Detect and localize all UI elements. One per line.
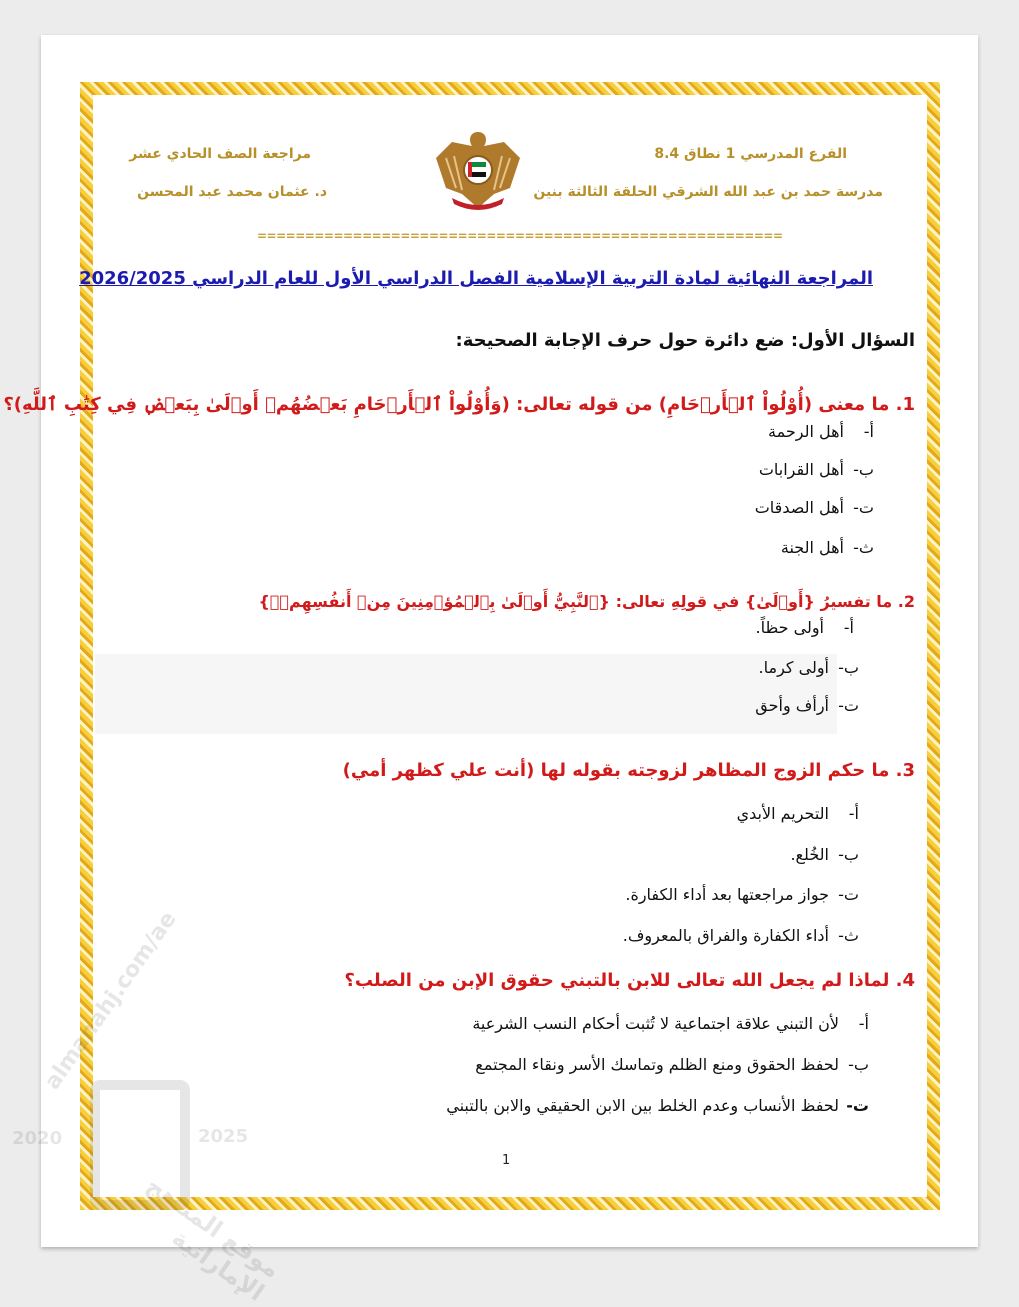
- option[interactable]: [768, 422, 874, 441]
- option-text: لأن التبني علاقة اجتماعية لا تُثبت أحكام النسب الشرعية: [472, 1014, 839, 1033]
- page-number: 1: [502, 1153, 511, 1168]
- option-letter: ت-: [838, 885, 859, 904]
- option-letter: ت-: [846, 1096, 869, 1115]
- watermark-year-left: 2020: [12, 1128, 63, 1149]
- option-text: أولى حظاً.: [755, 618, 824, 637]
- section-heading: السؤال الأول: ضع دائرة حول حرف الإجابة الصحيحة:: [455, 330, 915, 351]
- option-letter: أ-: [843, 618, 854, 637]
- option[interactable]: [759, 658, 859, 677]
- option-text: لحفظ الأنساب وعدم الخلط بين الابن الحقيقي والابن بالتبني: [446, 1096, 839, 1115]
- option-letter: ب-: [838, 845, 859, 864]
- option[interactable]: [737, 804, 859, 823]
- question-4: 4. لماذا لم يجعل الله تعالى للابن بالتبني حقوق الإبن من الصلب؟: [344, 970, 915, 991]
- option[interactable]: [475, 1055, 869, 1074]
- school-branch: الفرع المدرسي 1 نطاق 8.4: [654, 146, 847, 162]
- option[interactable]: [756, 618, 854, 637]
- option-text: أرأف وأحق: [755, 696, 829, 715]
- option-text: التحريم الأبدي: [736, 804, 829, 823]
- page-title: المراجعة النهائية لمادة التربية الإسلامية الفصل الدراسي الأول للعام الدراسي 2026/2025: [79, 268, 873, 289]
- option-letter: ب-: [838, 658, 859, 677]
- highlight-band: [95, 654, 837, 734]
- option-text: جواز مراجعتها بعد أداء الكفارة.: [625, 885, 829, 904]
- watermark-site: almanahj.com/ae: [40, 907, 182, 1095]
- question-2: 2. ما تفسيرُ {أَوۡلَىٰ} في قولِهِ تعالى: {ٱلنَّبِيُّ أَوۡلَىٰ بِٱلۡمُؤۡمِنِينَ مِنۡ أَنفُسِهِمۡۖ}: [258, 592, 915, 611]
- watermark-year-right: 2025: [198, 1126, 249, 1147]
- option-letter: ث-: [853, 538, 874, 557]
- option[interactable]: [625, 885, 859, 904]
- option[interactable]: [472, 1014, 869, 1033]
- option-text: الخُلع.: [790, 845, 829, 864]
- option-text: أهل القرابات: [758, 460, 844, 479]
- question-1: 1. ما معنى (أُوْلُواْ ٱلۡأَرۡحَامِ) من قوله تعالى: (وَأُوْلُواْ ٱلۡأَرۡحَامِ بَعۡضُهُمۡ أَوۡلَىٰ بِبَعۡضٖ فِي كِتَٰبِ ٱللَّهِ)؟: [3, 394, 915, 415]
- option[interactable]: [759, 460, 874, 479]
- option-letter: أ-: [848, 804, 859, 823]
- option-text: أهل الرحمة: [768, 422, 844, 441]
- question-3: 3. ما حكم الزوج المظاهر لزوجته بقوله لها (أنت علي كظهر أمي): [342, 760, 915, 781]
- option-letter: ث-: [838, 926, 859, 945]
- option-text: أهل الصدقات: [754, 498, 844, 517]
- option-letter: أ-: [858, 1014, 869, 1033]
- option[interactable]: [755, 498, 874, 517]
- option[interactable]: [790, 845, 859, 864]
- option[interactable]: [446, 1096, 869, 1115]
- option-letter: ت-: [838, 696, 859, 715]
- option[interactable]: [623, 926, 859, 945]
- school-name: مدرسة حمد بن عبد الله الشرقي الحلقة الثالثة بنين: [533, 184, 883, 200]
- option-letter: ب-: [848, 1055, 869, 1074]
- option[interactable]: [781, 538, 874, 557]
- option-letter: ت-: [853, 498, 874, 517]
- uae-emblem-icon: [432, 128, 524, 212]
- option-text: أولى كرما.: [758, 658, 829, 677]
- option-text: لحفظ الحقوق ومنع الظلم وتماسك الأسر ونقاء المجتمع: [475, 1055, 839, 1074]
- option-letter: أ-: [863, 422, 874, 441]
- option-letter: ب-: [853, 460, 874, 479]
- watermark: [0, 907, 290, 1307]
- header-separator: =======================================================: [257, 229, 783, 243]
- option-text: أهل الجنة: [780, 538, 844, 557]
- option-text: أداء الكفارة والفراق بالمعروف.: [622, 926, 829, 945]
- watermark-name: موقع المناهج الإماراتية: [141, 1171, 286, 1307]
- option[interactable]: [755, 696, 859, 715]
- review-grade: مراجعة الصف الحادي عشر: [129, 146, 311, 162]
- teacher-name: د. عثمان محمد عبد المحسن: [137, 184, 327, 200]
